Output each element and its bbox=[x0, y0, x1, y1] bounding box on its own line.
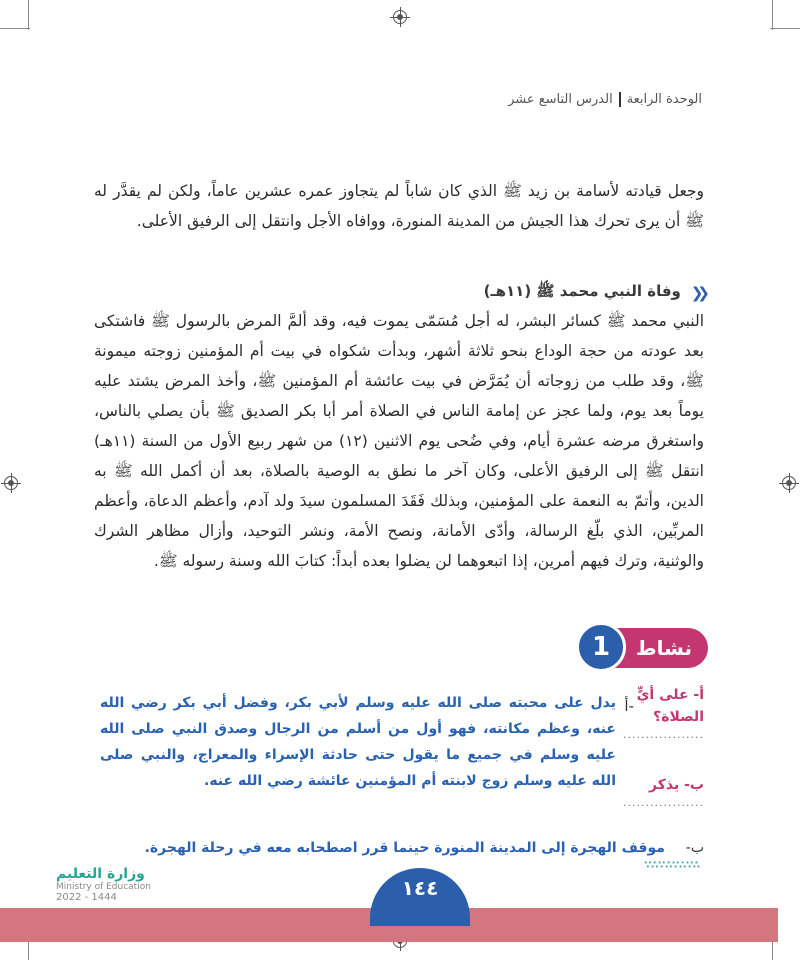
unit-title: الوحدة الرابعة bbox=[626, 92, 702, 107]
ministry-logo bbox=[56, 866, 166, 903]
page-header bbox=[508, 92, 702, 107]
answer-b-marker: ب- bbox=[685, 840, 704, 856]
section-body: النبي محمد ﷺ كسائر البشر، له أجل مُسَمّى يموت فيه، وقد ألمَّ المرض بالرسول ﷺ فاشتكى بعد عودته من حجة الوداع بنحو ثلاثة أشهر، وبدأت شكواه في بيت أم المؤمنين زوجته ميمونة ﷺ، وقد طلب من زوجاته أن يُمَرَّض في بيت عائشة أم المؤمنين ﷺ، وأخذ المرض يشتد عليه يوماً بعد يوم، ولما عجز عن إمامة الناس في الصلاة أمر أبا بكر الصديق ﷺ بأن يصلي بالناس، واستغرق مرضه عشرة أيام، وفي ضُحى يوم الاثنين (١٢) من شهر ربيع الأول من السنة (١١هـ) انتقل ﷺ إلى الرفيق الأعلى، وكان آخر ما نطق به الوصية بالصلاة، بعد أن أكمل الله ﷺ به الدين، وأتمّ به النعمة على المؤمنين، وبذلك فَقَدَ المسلمون سيدَ ولد آدم، وأعظم الدعاة، وأعظم المربِّين، الذي بلّغ الرسالة، وأدّى الأمانة، ونصح الأمة، ونشر التوحيد، وأزال مظاهر الشرك والوثنية، وترك فيهم أمرين، إذا اتبعوهما لن يضلوا بعده أبداً: كتابَ الله وسنة رسوله ﷺ. bbox=[94, 312, 704, 570]
page-number: ١٤٤ bbox=[370, 868, 470, 926]
intro-paragraph: وجعل قيادته لأسامة بن زيد ﷺ الذي كان شاباً لم يتجاوز عمره عشرين عاماً، ولكن لم يقدَّر له ﷺ أن يرى تحرك هذا الجيش من المدينة المنورة، ووافاه الأجل وانتقل إلى الرفيق الأعلى. bbox=[94, 182, 704, 230]
registration-mark-icon bbox=[4, 476, 18, 490]
section-title: وفاة النبي محمد ﷺ (١١هـ) bbox=[483, 282, 681, 300]
ministry-name-en: Ministry of Education bbox=[56, 882, 151, 892]
question-a-dots: .................. bbox=[623, 728, 704, 741]
crop-mark bbox=[28, 0, 29, 30]
lesson-title: الدرس التاسع عشر bbox=[508, 92, 613, 107]
registration-mark-icon bbox=[782, 476, 796, 490]
answer-a-text: يدل على محبته صلى الله عليه وسلم لأبي بكر، وفضل أبي بكر رضي الله عنه، وعظم مكانته، فهو أول من أسلم من الرجال وصدق النبي صلى الله عليه وسلم في جميع ما يقول حتى حادثة الإسراء والمعراج، والنبي صلى الله عليه وسلم زوج لابنته أم المؤمنين عائشة رضي الله عنه. bbox=[100, 695, 616, 789]
activity-number: 1 bbox=[576, 622, 626, 672]
question-a-label: أ- على أيٍّ الصلاة؟ bbox=[636, 687, 704, 725]
answer-a-marker: أ- bbox=[624, 697, 634, 715]
section-heading bbox=[484, 282, 704, 304]
dotted-pattern-icon: ∴∵∴∵∴∵∴∵ bbox=[644, 860, 700, 871]
registration-mark-icon bbox=[393, 10, 407, 24]
answer-b bbox=[94, 840, 704, 872]
crop-mark bbox=[772, 0, 773, 30]
ministry-name-ar: وزارة التعليم bbox=[56, 866, 145, 882]
question-b-dots: .................. bbox=[623, 796, 704, 809]
question-b-label: ب- يذكر bbox=[649, 777, 704, 793]
question-a bbox=[623, 684, 704, 742]
crop-mark bbox=[770, 28, 800, 29]
activity-label: نشاط bbox=[635, 636, 692, 660]
question-b bbox=[623, 774, 704, 810]
edition-year: 2022 - 1444 bbox=[56, 892, 117, 903]
crop-mark bbox=[0, 28, 30, 29]
answer-b-text: موقف الهجرة إلى المدينة المنورة حينما قرر اصطحابه معه في رحلة الهجرة. bbox=[144, 840, 665, 856]
double-chevron-icon: ❮❮ bbox=[690, 284, 704, 302]
header-divider bbox=[619, 92, 621, 107]
